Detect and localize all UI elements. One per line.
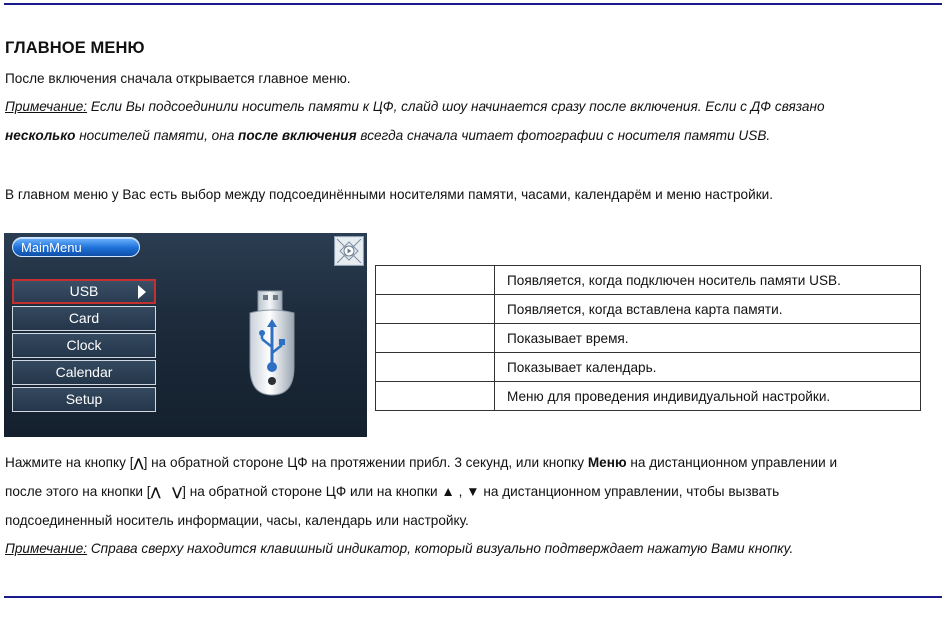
table-row [376,295,921,324]
table-cell-key [376,266,495,295]
table-row [376,353,921,382]
table-cell-desc: Появляется, когда вставлена карта памяти. [495,295,921,324]
table-cell-key [376,353,495,382]
table-cell-key [376,295,495,324]
table-cell-desc: Показывает время. [495,324,921,353]
table-cell-desc: Показывает календарь. [495,353,921,382]
menu-item-label: Setup [65,391,103,407]
instruction-text: после этого на кнопки [ [5,484,151,499]
table-row [376,382,921,411]
instruction-line-1 [5,455,837,470]
instruction-line-3: подсоединенный носитель информации, часы, календарь или настройку. [5,513,469,528]
table-row [376,324,921,353]
note-1-line-2 [5,128,770,143]
menu-item-usb[interactable] [12,279,156,304]
main-menu-list [12,279,156,414]
table-cell-desc: Меню для проведения индивидуальной настройки. [495,382,921,411]
usb-drive-icon [240,289,304,404]
menu-description-table [375,265,921,411]
choice-text: В главном меню у Вас есть выбор между подсоединёнными носителями памяти, часами, календарём и меню настройки. [5,187,774,202]
menu-item-label: Calendar [55,364,113,380]
note-1-bold-after-power: после включения [238,128,357,143]
menu-item-label: Card [68,310,100,326]
note-1-text-b: носителей памяти, она [75,128,239,143]
note-1-text-c: всегда сначала читает фотографии с носителя памяти USB. [356,128,771,143]
menu-item-label: Clock [66,337,102,353]
instruction-text: ] на обратной стороне ЦФ на протяжении прибл. 3 секунд, или кнопку [143,455,588,470]
top-divider [4,3,942,5]
menu-item-card[interactable] [12,306,156,331]
note-1-label: Примечание: [5,99,88,114]
table-cell-desc: Появляется, когда подключен носитель памяти USB. [495,266,921,295]
up-key-icon: ⋀ [133,456,144,470]
intro-text: После включения сначала открывается главное меню. [5,71,351,86]
note-2-label: Примечание: [5,541,88,556]
menu-item-clock[interactable] [12,333,156,358]
arrow-right-icon [138,285,146,299]
instruction-text: ] на обратной стороне ЦФ или на кнопки ▲ , ▼ на дистанционном управлении, чтобы вызвать [182,484,780,499]
menu-item-label: USB [69,283,99,299]
bottom-divider [4,596,942,598]
table-cell-key [376,324,495,353]
page-heading: ГЛАВНОЕ МЕНЮ [5,39,145,57]
menu-key-label: Меню [587,455,627,470]
note-2-text: Справа сверху находится клавишный индикатор, который визуально подтверждает нажатую Вами кнопку. [87,541,794,556]
down-key-icon: ⋁ [172,485,183,499]
up-key-icon: ⋀ [150,485,161,499]
instruction-text: Нажмите на кнопку [ [5,455,134,470]
instruction-line-2 [5,484,779,499]
table-row [376,266,921,295]
menu-item-setup[interactable] [12,387,156,412]
note-2 [5,541,793,556]
note-1-line-1 [5,99,825,114]
table-cell-key [376,382,495,411]
main-menu-screenshot [4,233,367,437]
menu-item-calendar[interactable] [12,360,156,385]
key-indicator-icon [334,236,364,266]
note-1-bold-several: несколько [5,128,76,143]
note-1-text-a: Если Вы подсоединили носитель памяти к ЦФ, слайд шоу начинается сразу после включения. Если с ДФ связано [87,99,825,114]
screen-title: MainMenu [12,237,140,257]
instruction-text: на дистанционном управлении и [626,455,838,470]
